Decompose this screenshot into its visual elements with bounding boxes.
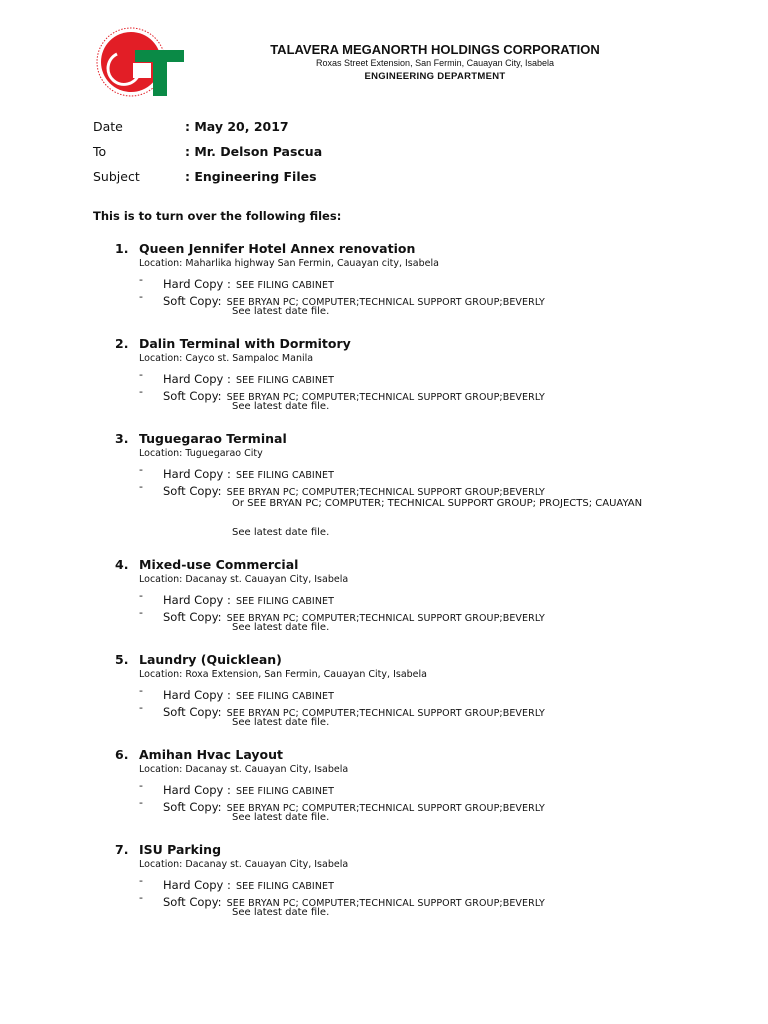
- soft-copy-value: SEE BRYAN PC; COMPUTER;TECHNICAL SUPPORT GROUP;BEVERLY: [226, 898, 545, 909]
- location-label: Location:: [139, 859, 183, 870]
- location-label: Location:: [139, 764, 183, 775]
- location-label: Location:: [139, 258, 183, 269]
- entry-title: Laundry (Quicklean): [139, 652, 282, 667]
- soft-copy-label: Soft Copy:: [163, 484, 222, 498]
- location-label: Location:: [139, 353, 183, 364]
- soft-copy-label: Soft Copy:: [163, 389, 222, 403]
- alternate-soft-copy: Or SEE BRYAN PC; COMPUTER; TECHNICAL SUPPORT GROUP; PROJECTS; CAUAYAN: [232, 498, 643, 509]
- hard-copy-label: Hard Copy :: [163, 372, 231, 386]
- entry-number: 5.: [115, 652, 129, 667]
- location-label: Location:: [139, 669, 183, 680]
- hard-copy-label: Hard Copy :: [163, 467, 231, 481]
- soft-copy-value: SEE BRYAN PC; COMPUTER;TECHNICAL SUPPORT GROUP;BEVERLY: [226, 613, 545, 624]
- entry-location: [139, 448, 263, 459]
- hard-copy-label: Hard Copy :: [163, 277, 231, 291]
- bullet-dash: -: [139, 290, 143, 303]
- soft-copy-label: Soft Copy:: [163, 705, 222, 719]
- entry-note: See latest date file.: [232, 622, 330, 633]
- company-name: TALAVERA MEGANORTH HOLDINGS CORPORATION: [270, 42, 600, 57]
- location-value: Cayco st. Sampaloc Manila: [185, 353, 314, 364]
- hard-copy-value: SEE FILING CABINET: [235, 596, 335, 607]
- bullet-dash: -: [139, 891, 143, 904]
- entry-location: [139, 764, 348, 775]
- bullet-dash: -: [139, 368, 143, 381]
- date-label: Date: [93, 119, 123, 134]
- entry-note: See latest date file.: [232, 812, 330, 823]
- entry-location: [139, 574, 348, 585]
- soft-copy-value: SEE BRYAN PC; COMPUTER;TECHNICAL SUPPORT GROUP;BEVERLY: [226, 297, 545, 308]
- date-value: : May 20, 2017: [185, 119, 289, 134]
- soft-copy-line: [163, 606, 545, 625]
- entry-number: 4.: [115, 557, 129, 572]
- soft-copy-line: [163, 701, 545, 720]
- soft-copy-label: Soft Copy:: [163, 895, 222, 909]
- bullet-dash: -: [139, 480, 143, 493]
- entry-title: Queen Jennifer Hotel Annex renovation: [139, 241, 416, 256]
- bullet-dash: -: [139, 385, 143, 398]
- soft-copy-line: [163, 385, 545, 404]
- entry-title: Dalin Terminal with Dormitory: [139, 336, 351, 351]
- bullet-dash: -: [139, 874, 143, 887]
- soft-copy-line: [163, 290, 545, 309]
- entry-location: [139, 859, 348, 870]
- location-label: Location:: [139, 574, 183, 585]
- hard-copy-label: Hard Copy :: [163, 878, 231, 892]
- subject-label: Subject: [93, 169, 140, 184]
- location-value: Dacanay st. Cauayan City, Isabela: [185, 574, 349, 585]
- entry-note: See latest date file.: [232, 907, 330, 918]
- entry-location: [139, 258, 439, 269]
- location-value: Dacanay st. Cauayan City, Isabela: [185, 859, 349, 870]
- entry-note: See latest date file.: [232, 717, 330, 728]
- entry-title: Amihan Hvac Layout: [139, 747, 284, 762]
- entry-location: [139, 669, 427, 680]
- entry-number: 1.: [115, 241, 129, 256]
- bullet-dash: -: [139, 796, 143, 809]
- entry-note: See latest date file.: [232, 527, 330, 538]
- hard-copy-value: SEE FILING CABINET: [235, 280, 335, 291]
- soft-copy-label: Soft Copy:: [163, 294, 222, 308]
- hard-copy-value: SEE FILING CABINET: [235, 881, 335, 892]
- entry-title: Mixed-use Commercial: [139, 557, 299, 572]
- soft-copy-value: SEE BRYAN PC; COMPUTER;TECHNICAL SUPPORT GROUP;BEVERLY: [226, 803, 545, 814]
- soft-copy-value: SEE BRYAN PC; COMPUTER;TECHNICAL SUPPORT GROUP;BEVERLY: [226, 487, 545, 498]
- entry-location: [139, 353, 313, 364]
- logo-g-cut: [133, 63, 151, 78]
- soft-copy-line: [163, 796, 545, 815]
- to-label: To: [93, 144, 107, 159]
- bullet-dash: -: [139, 273, 143, 286]
- intro-text: This is to turn over the following files:: [93, 209, 342, 223]
- bullet-dash: -: [139, 463, 143, 476]
- soft-copy-line: [163, 891, 545, 910]
- hard-copy-value: SEE FILING CABINET: [235, 470, 335, 481]
- bullet-dash: -: [139, 701, 143, 714]
- bullet-dash: -: [139, 779, 143, 792]
- soft-copy-label: Soft Copy:: [163, 800, 222, 814]
- location-value: Roxa Extension, San Fermin, Cauayan City, Isabela: [185, 669, 427, 680]
- soft-copy-value: SEE BRYAN PC; COMPUTER;TECHNICAL SUPPORT GROUP;BEVERLY: [226, 392, 545, 403]
- logo-t-stem: [153, 50, 167, 96]
- hard-copy-label: Hard Copy :: [163, 688, 231, 702]
- location-value: Maharlika highway San Fermin, Cauayan city, Isabela: [185, 258, 439, 269]
- subject-value: : Engineering Files: [185, 169, 317, 184]
- hard-copy-value: SEE FILING CABINET: [235, 786, 335, 797]
- entry-number: 2.: [115, 336, 129, 351]
- entry-note: See latest date file.: [232, 306, 330, 317]
- soft-copy-value: SEE BRYAN PC; COMPUTER;TECHNICAL SUPPORT GROUP;BEVERLY: [226, 708, 545, 719]
- hard-copy-value: SEE FILING CABINET: [235, 691, 335, 702]
- to-value: : Mr. Delson Pascua: [185, 144, 323, 159]
- hard-copy-label: Hard Copy :: [163, 783, 231, 797]
- location-value: Tuguegarao City: [185, 448, 263, 459]
- soft-copy-label: Soft Copy:: [163, 610, 222, 624]
- entry-number: 6.: [115, 747, 129, 762]
- location-label: Location:: [139, 448, 183, 459]
- bullet-dash: -: [139, 589, 143, 602]
- hard-copy-label: Hard Copy :: [163, 593, 231, 607]
- company-address: Roxas Street Extension, San Fermin, Cauayan City, Isabela: [316, 58, 554, 68]
- bullet-dash: -: [139, 684, 143, 697]
- entry-title: ISU Parking: [139, 842, 222, 857]
- hard-copy-value: SEE FILING CABINET: [235, 375, 335, 386]
- entry-number: 7.: [115, 842, 129, 857]
- location-value: Dacanay st. Cauayan City, Isabela: [185, 764, 349, 775]
- entry-title: Tuguegarao Terminal: [139, 431, 287, 446]
- company-logo: [95, 26, 187, 98]
- entry-note: See latest date file.: [232, 401, 330, 412]
- entry-number: 3.: [115, 431, 129, 446]
- bullet-dash: -: [139, 606, 143, 619]
- department-name: ENGINEERING DEPARTMENT: [364, 71, 506, 82]
